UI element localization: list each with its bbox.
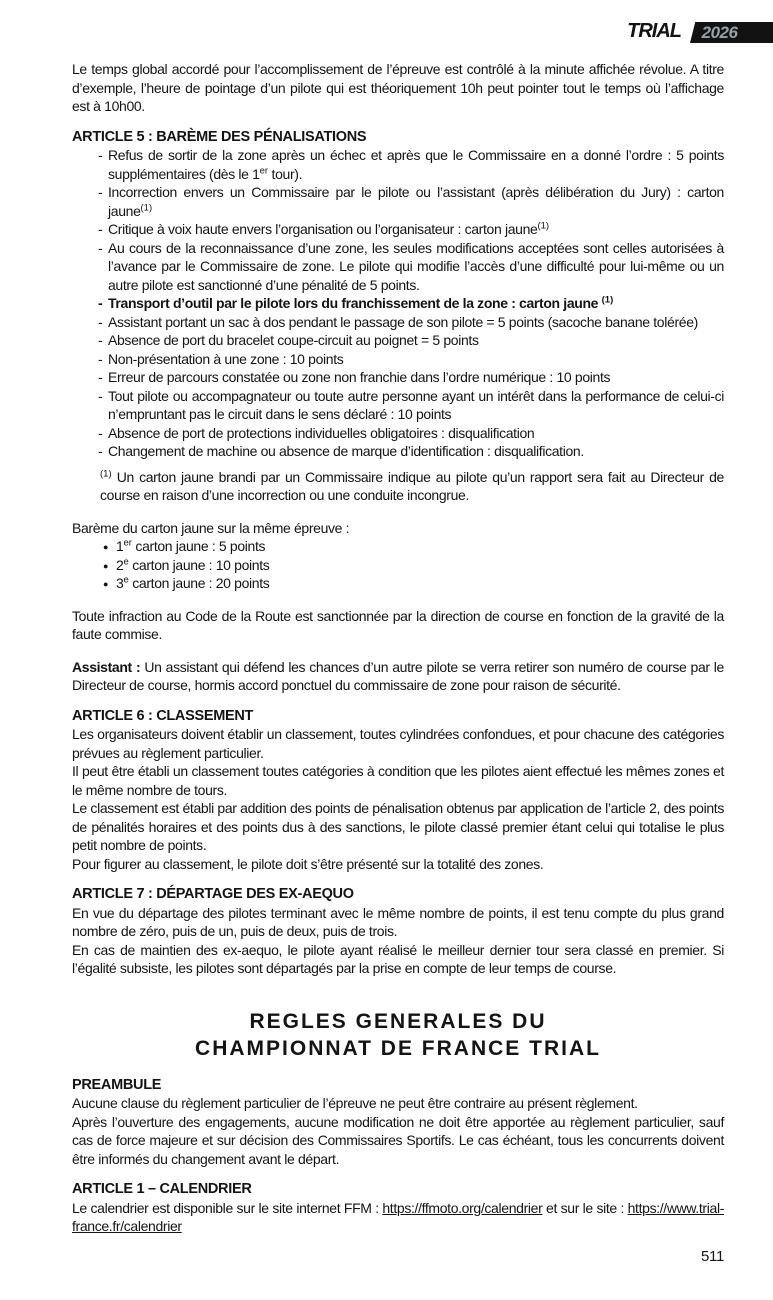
article6-paragraph: Le classement est établi par addition des points de pénalisation obtenus par application de l’article 2, des points de pénalités horaires et des points dus à des sanctions, le pilote classé premier étant celui qui totalise le plus petit nombre de points. — [72, 800, 724, 853]
superscript: (1) — [601, 294, 614, 306]
scale-item — [72, 537, 724, 556]
footnote-text: Un carton jaune brandi par un Commissaire indique au pilote qu’un rapport sera fait au Directeur de course en raison d’une incorrection ou une conduite incongrue. — [100, 468, 724, 503]
penalty-item — [72, 313, 724, 332]
superscript: e — [123, 555, 129, 567]
scale-item — [72, 556, 724, 575]
section-title-line1: REGLES GENERALES DU — [249, 1009, 547, 1033]
article1-paragraph — [72, 1199, 724, 1236]
text-run: Erreur de parcours constatée ou zone non franchie dans l’ordre numérique : 10 points — [108, 369, 611, 385]
section-title-line2: CHAMPIONNAT DE FRANCE TRIAL — [195, 1036, 601, 1060]
text-run: tour). — [268, 165, 303, 182]
text-run: Critique à voix haute envers l’organisation ou l’organisateur : carton jaune — [108, 221, 538, 237]
scale-item — [72, 574, 724, 593]
article7-paragraph: En vue du départage des pilotes terminant avec le même nombre de points, il est tenu compte du plus grand nombre de zéro, puis de un, puis de deux, puis de trois. — [72, 904, 724, 939]
text-run: Changement de machine ou absence de marque d’identification : disqualification. — [108, 443, 584, 459]
article6-paragraph: Les organisateurs doivent établir un classement, toutes cylindrées confondues, et pour chacune des catégories prévues au règlement particulier. — [72, 726, 724, 761]
year-band — [690, 22, 773, 43]
section-title — [72, 1008, 724, 1062]
superscript: er — [123, 537, 132, 549]
superscript: (1) — [537, 220, 550, 232]
penalty-item — [72, 331, 724, 350]
penalty-item — [72, 424, 724, 443]
text-run: et sur le site : — [542, 1199, 628, 1216]
ffm-calendar-link[interactable]: https://ffmoto.org/calendrier — [382, 1199, 543, 1216]
code-route-paragraph: Toute infraction au Code de la Route est sanctionnée par la direction de course en fonction de la gravité de la faute commise. — [72, 607, 724, 642]
superscript: e — [123, 574, 129, 586]
penalty-item — [72, 239, 724, 295]
article6-paragraph: Pour figurer au classement, le pilote doit s’être présenté sur la totalité des zones. — [72, 855, 544, 872]
text-run: carton jaune : 5 points — [131, 538, 266, 554]
text-run: Au cours de la reconnaissance d’une zone, les seules modifications acceptées sont celles autorisées à l’avance par le Commissaire de zone. Le pilote qui modifie l’accès d’une difficulté pour lui-même ou un autre pilote est sanctionné d’une pénalité de 5 points. — [108, 239, 724, 293]
penalty-item — [72, 294, 724, 313]
yellow-card-footnote — [72, 468, 724, 505]
trial-france-calendar-link[interactable]: https://www.trial-france.fr/calendrier — [72, 1199, 725, 1234]
article7-heading: ARTICLE 7 : DÉPARTAGE DES EX-AEQUO — [72, 886, 354, 902]
penalty-item — [72, 350, 724, 369]
assistant-text: Un assistant qui défend les chances d’un autre pilote se verra retirer son numéro de course par le Directeur de course, hormis accord ponctuel du commissaire de zone pour raison de sécurité. — [72, 658, 724, 693]
penalty-item — [72, 442, 724, 461]
assistant-paragraph — [72, 658, 724, 695]
article1-heading: ARTICLE 1 – CALENDRIER — [72, 1181, 252, 1197]
year-label: 2026 — [701, 23, 738, 42]
penalty-item — [72, 387, 724, 424]
penalty-item — [72, 146, 724, 183]
document-content — [72, 60, 724, 1236]
text-run: Refus de sortir de la zone après un échec et après que le Commissaire en a donné l’ordre : 5 points supplémentaires (dès le 1 — [108, 147, 724, 182]
penalty-item — [72, 220, 724, 239]
penalties-list — [72, 146, 724, 461]
trial-logo: TRIAL — [627, 20, 681, 42]
article7-paragraph: En cas de maintien des ex-aequo, le pilote ayant réalisé le meilleur dernier tour sera classé en premier. Si l’égalité subsiste, les pilotes sont départagés par la prise en compte de leur temps de course. — [72, 941, 724, 976]
text-run: 3 — [116, 575, 124, 591]
article6-paragraph: Il peut être établi un classement toutes catégories à condition que les pilotes aient effectué les mêmes zones et le même nombre de tours. — [72, 763, 724, 798]
text-run: Transport d’outil par le pilote lors du franchissement de la zone : carton jaune — [108, 295, 602, 311]
intro-paragraph: Le temps global accordé pour l’accomplissement de l’épreuve est contrôlé à la minute affichée révolue. A titre d’exemple, l’heure de pointage d’un pilote qui est théoriquement 10h peut pointer tout le temps où l’affichage est à 10h00. — [72, 61, 724, 114]
superscript: er — [259, 164, 269, 176]
text-run: Absence de port de protections individuelles obligatoires : disqualification — [108, 424, 535, 441]
text-run: carton jaune : 20 points — [128, 575, 270, 591]
text-run: Incorrection envers un Commissaire par le pilote ou l’assistant (après délibération du Jury) : carton jaune — [108, 184, 724, 219]
text-run: carton jaune : 10 points — [128, 556, 270, 573]
superscript: (1) — [140, 201, 153, 213]
assistant-label: Assistant : — [72, 658, 141, 675]
text-run: 1 — [116, 538, 124, 554]
text-run: Non-présentation à une zone : 10 points — [108, 350, 344, 367]
footnote-marker: (1) — [100, 467, 112, 479]
preambule-paragraph: Aucune clause du règlement particulier de l’épreuve ne peut être contraire au présent règlement. — [72, 1095, 638, 1111]
text-run: 2 — [116, 556, 124, 573]
penalty-item — [72, 183, 724, 220]
text-run: Absence de port du bracelet coupe-circuit au poignet = 5 points — [108, 332, 479, 348]
article6-heading: ARTICLE 6 : CLASSEMENT — [72, 707, 254, 724]
preambule-paragraph: Après l’ouverture des engagements, aucune modification ne doit être apportée au règlement particulier, sauf cas de force majeure et sur décision des Commissaires Sportifs. Le cas échéant, tous les concurrents doivent être informés du changement avant le départ. — [72, 1113, 724, 1167]
yellow-card-scale-title: Barème du carton jaune sur la même épreuve : — [72, 519, 350, 536]
yellow-card-scale-list — [72, 537, 724, 593]
text-run: Le calendrier est disponible sur le site internet FFM : — [72, 1199, 383, 1216]
text-run: Assistant portant un sac à dos pendant le passage de son pilote = 5 points (sacoche banane tolérée) — [108, 313, 698, 330]
article5-heading: ARTICLE 5 : BARÈME DES PÉNALISATIONS — [72, 128, 367, 145]
text-run: Tout pilote ou accompagnateur ou toute autre personne ayant un intérêt dans la performance de celui-ci n’empruntant pas le circuit dans le sens déclaré : 10 points — [108, 387, 724, 422]
page-number: 511 — [700, 1248, 724, 1265]
penalty-item — [72, 368, 724, 387]
preambule-heading: PREAMBULE — [72, 1076, 162, 1093]
